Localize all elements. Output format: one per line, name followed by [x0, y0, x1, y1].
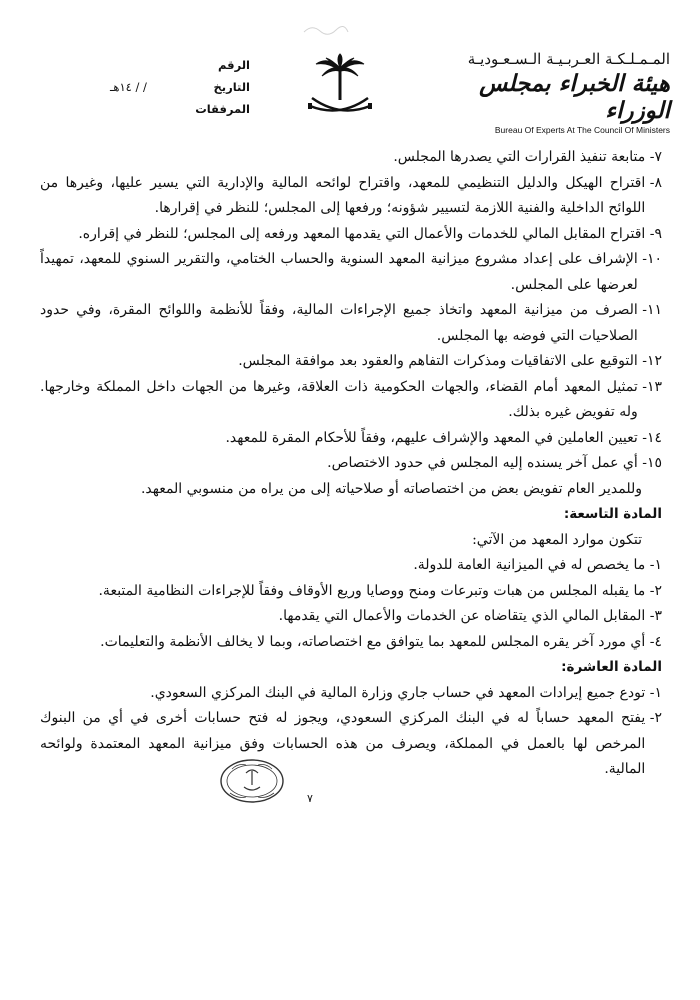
attachments-row [110, 102, 250, 124]
official-seal-icon [218, 757, 286, 805]
item-number: ١٤- [637, 429, 662, 446]
faint-stamp-mark [300, 22, 350, 38]
article-9-intro: تتكون موارد المعهد من الآتي: [472, 531, 642, 548]
date-row [110, 80, 250, 102]
item-text: اقتراح الهيكل والدليل التنظيمي للمعهد، واقتراح لوائحه المالية والإدارية التي يسير عليها، وغيرها من اللوائح الداخلية والفنية اللازمة لتسيير شؤونه؛ ورفعها إلى المجلس؛ للنظر في إقرارها. [40, 174, 646, 216]
item-text: الإشراف على إعداد مشروع ميزانية المعهد السنوية والحساب الختامي، والتقرير السنوي للمعهد، تمهيداً لعرضها على المجلس. [40, 251, 638, 293]
date-label: التاريخ [213, 80, 250, 94]
item-text: أي عمل آخر يسنده إليه المجلس في حدود الاختصاص. [327, 455, 638, 471]
delegation-paragraph: وللمدير العام تفويض بعض من اختصاصاته أو صلاحياته إلى من يراه من منسوبي المعهد. [140, 480, 642, 497]
item-number: ٣- [645, 608, 662, 624]
document-body [40, 145, 662, 783]
item-number: ٧- [645, 149, 662, 165]
kingdom-name: المـمـلـكـة العـربـيـة الـسـعـوديـة [467, 50, 670, 68]
list-item [40, 426, 662, 452]
list-item [40, 247, 662, 298]
item-text: يفتح المعهد حساباً له في البنك المركزي السعودي، ويجوز له فتح حسابات أخرى في أي من البنوك المرخص لها بالعمل في المملكة، ويصرف من هذه الحسابات وفق ميزانية المعهد المعتمدة ولوائحه المالية. [40, 710, 646, 777]
article-9-heading: المادة التاسعة: [563, 506, 662, 522]
item-text: تمثيل المعهد أمام القضاء، والجهات الحكومية ذات العلاقة، وغيرها من الجهات داخل المملكة وخارجها. وله تفويض غيره بذلك. [40, 378, 638, 420]
item-text: ما يقبله المجلس من هبات وتبرعات ومنح ووصايا وريع الأوقاف وفقاً للإجراءات النظامية المتبعة. [98, 582, 646, 599]
bureau-name-arabic: هيئة الخبراء بمجلس الوزراء [479, 70, 670, 124]
item-text: متابعة تنفيذ القرارات التي يصدرها المجلس. [393, 149, 646, 165]
list-item [40, 451, 662, 477]
list-item [40, 349, 662, 375]
item-text: تعيين العاملين في المعهد والإشراف عليهم، وفقاً للأحكام المقرة للمعهد. [225, 429, 638, 446]
item-text: تودع جميع إيرادات المعهد في حساب جاري وزارة المالية في البنك المركزي السعودي. [150, 684, 646, 701]
list-item [40, 298, 662, 349]
date-value: / / ١٤هـ [110, 80, 147, 94]
item-number: ٢- [645, 582, 662, 599]
item-number: ١١- [637, 302, 662, 318]
item-number: ٢- [645, 710, 662, 726]
item-text: المقابل المالي الذي يتقاضاه عن الخدمات والأعمال التي يقدمها. [278, 608, 646, 624]
item-text: اقتراح المقابل المالي للخدمات والأعمال التي يقدمها المعهد ورفعه إلى المجلس؛ للنظر في إقراره. [78, 225, 646, 242]
article-10-heading: المادة العاشرة: [561, 659, 662, 675]
list-item [40, 171, 662, 222]
item-number: ١- [645, 684, 662, 701]
item-number: ٩- [645, 225, 662, 242]
item-text: التوقيع على الاتفاقيات ومذكرات التفاهم والعقود بعد موافقة المجلس. [238, 353, 638, 369]
item-number: ٨- [645, 174, 662, 191]
palm-swords-emblem-icon [300, 52, 380, 122]
list-item [40, 222, 662, 248]
list-item [40, 553, 662, 579]
item-number: ١- [645, 557, 662, 573]
attachments-label: المرفقات [195, 102, 250, 116]
item-number: ١٥- [637, 455, 662, 471]
item-number: ١٠- [637, 251, 662, 267]
item-number: ١٣- [637, 378, 662, 395]
list-item [40, 145, 662, 171]
ref-label: الرقم [218, 58, 250, 72]
item-number: ٤- [645, 633, 662, 650]
list-item [40, 579, 662, 605]
list-item [40, 375, 662, 426]
ref-row [110, 58, 250, 80]
list-item [40, 706, 662, 783]
item-text: أي مورد آخر يقره المجلس للمعهد بما يتوافق مع اختصاصاته، وبما لا يخالف الأنظمة والتعليمات. [100, 633, 646, 650]
item-text: ما يخصص له في الميزانية العامة للدولة. [413, 557, 646, 573]
item-number: ١٢- [637, 353, 662, 369]
letterhead-right [420, 50, 670, 135]
page-number: ٧ [307, 792, 313, 805]
letterhead-left [110, 58, 250, 124]
list-item [40, 630, 662, 656]
item-text: الصرف من ميزانية المعهد واتخاذ جميع الإجراءات المالية، وفقاً للأنظمة واللوائح المقرة، وفي حدود الصلاحيات التي فوضه بها المجلس. [40, 302, 638, 344]
list-item [40, 604, 662, 630]
bureau-name-english: Bureau Of Experts At The Council Of Ministers [494, 125, 670, 135]
list-item [40, 681, 662, 707]
